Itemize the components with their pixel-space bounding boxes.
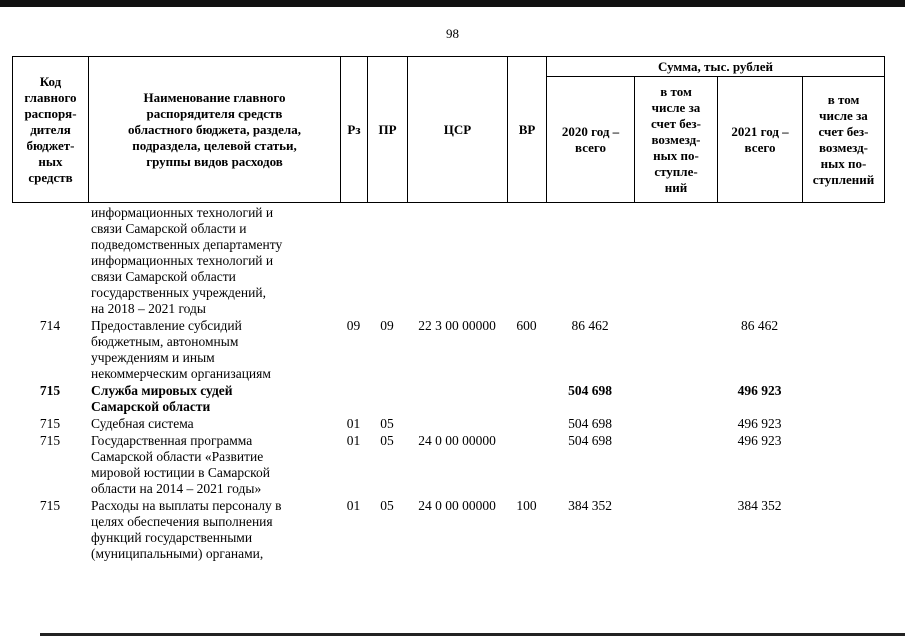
row-name-line: государственных учреждений, [91, 285, 266, 300]
header-line: всего [575, 139, 606, 155]
header-line: всего [744, 139, 776, 155]
row-name-line: Предоставление субсидий [91, 318, 242, 333]
row-name-line: связи Самарской области и [91, 221, 247, 236]
row-2021-total: 384 352 [737, 498, 782, 513]
header-line: Наименование главного [143, 89, 286, 105]
row-name-line: информационных технологий и [91, 253, 274, 268]
header-line: ных [38, 153, 63, 169]
row-name-line: информационных технологий и [91, 205, 274, 220]
row-vr: 600 [516, 318, 537, 333]
row-2020-total [546, 205, 634, 317]
header-csr: ЦСР [408, 57, 508, 203]
row-name [88, 416, 340, 432]
row-2021-total [717, 205, 802, 317]
row-name [88, 383, 340, 415]
header-pr: ПР [368, 57, 408, 203]
header-line: распоря- [24, 105, 77, 121]
row-2021-gratis [802, 383, 884, 415]
header-line: 2021 год – [731, 123, 789, 139]
header-code [13, 57, 89, 203]
row-name-line: целях обеспечения выполнения [91, 514, 273, 529]
row-2020-gratis [634, 433, 717, 497]
row-2020-gratis [634, 416, 717, 432]
row-2020-gratis [634, 205, 717, 317]
row-rz [340, 205, 367, 317]
row-csr: 24 0 00 00000 [418, 433, 496, 448]
row-2021-gratis [802, 433, 884, 497]
row-code: 715 [39, 498, 61, 513]
row-2020-gratis [634, 498, 717, 562]
row-pr: 05 [380, 416, 394, 431]
header-line: Код [39, 73, 62, 89]
header-rz: Рз [341, 57, 368, 203]
header-line: в том [660, 83, 692, 99]
row-code: 715 [39, 383, 61, 398]
row-2020-total: 504 698 [568, 433, 612, 448]
header-2021-total [718, 77, 803, 203]
row-pr: 05 [380, 498, 394, 513]
header-name [89, 57, 341, 203]
row-name-line: бюджетным, автономным [91, 334, 239, 349]
header-line: дителя [30, 121, 71, 137]
header-line: числе за [819, 107, 868, 123]
row-2021-gratis [802, 205, 884, 317]
row-name-line: области на 2014 – 2021 годы» [91, 481, 262, 496]
row-name [88, 498, 340, 562]
header-line: ных по- [820, 155, 867, 171]
row-code: 715 [39, 416, 61, 431]
header-line: подраздела, целевой статьи, [132, 137, 297, 153]
scan-top-edge [0, 0, 905, 7]
header-line: ступле- [654, 163, 698, 179]
row-csr: 24 0 00 00000 [418, 498, 496, 513]
header-line: счет без- [818, 123, 869, 139]
row-2021-total: 496 923 [737, 383, 782, 398]
row-code [12, 205, 88, 317]
table-header [12, 56, 885, 203]
row-2021-gratis [802, 318, 884, 382]
header-line: ступлений [812, 171, 875, 187]
header-line: в том [827, 91, 860, 107]
row-name-line: (муниципальными) органами, [91, 546, 264, 561]
row-pr [367, 205, 407, 317]
row-name-line: функций государственными [91, 530, 253, 545]
row-csr [407, 205, 507, 317]
header-line: средств [28, 169, 73, 185]
row-vr [507, 416, 546, 432]
row-csr [407, 416, 507, 432]
header-line: ных по- [653, 147, 699, 163]
header-line: ний [664, 179, 688, 195]
row-name-line: некоммерческим организациям [91, 366, 271, 381]
row-2020-total: 384 352 [568, 498, 612, 513]
header-line: группы видов расходов [146, 153, 283, 169]
row-rz: 09 [346, 318, 361, 333]
row-2021-gratis [802, 498, 884, 562]
table-row [12, 383, 884, 415]
header-line: распорядителя средств [146, 105, 283, 121]
row-code: 714 [39, 318, 61, 333]
page-number: 98 [446, 26, 459, 41]
row-name-line: мировой юстиции в Самарской [91, 465, 270, 480]
row-name-line: связи Самарской области [91, 269, 236, 284]
header-line: 2020 год – [561, 123, 620, 139]
row-name-line: Самарской области «Развитие [91, 449, 264, 464]
row-name-line: Государственная программа [91, 433, 253, 448]
row-rz [340, 383, 367, 415]
row-name-line: подведомственных департаменту [91, 237, 283, 252]
row-vr: 100 [516, 498, 537, 513]
row-2020-total: 504 698 [568, 383, 612, 398]
row-name [88, 318, 340, 382]
header-2020-gratis [635, 77, 718, 203]
row-vr [507, 205, 546, 317]
row-name-line: на 2018 – 2021 годы [91, 301, 206, 316]
row-csr [407, 383, 507, 415]
header-line: областного бюджета, раздела, [128, 121, 301, 137]
scan-bottom-edge [40, 633, 905, 636]
header-2020-total [547, 77, 635, 203]
table-row [12, 433, 884, 497]
table-body [12, 205, 884, 562]
table-row [12, 205, 884, 317]
row-2021-gratis [802, 416, 884, 432]
header-line: бюджет- [26, 137, 75, 153]
row-2021-total: 86 462 [740, 318, 779, 333]
row-name [88, 205, 340, 317]
row-pr [367, 383, 407, 415]
row-rz: 01 [346, 416, 361, 431]
header-line: счет без- [651, 115, 701, 131]
table-row [12, 498, 884, 562]
header-line: главного [24, 89, 77, 105]
row-2020-gratis [634, 383, 717, 415]
row-rz: 01 [346, 433, 361, 448]
header-line: возмезд- [651, 131, 701, 147]
row-name-line: Самарской области [91, 399, 211, 414]
header-2021-gratis [803, 77, 885, 203]
row-csr: 22 3 00 00000 [418, 318, 496, 333]
table-row [12, 318, 884, 382]
header-sum-group: Сумма, тыс. рублей [547, 57, 885, 77]
row-vr [507, 433, 546, 497]
row-2021-total: 496 923 [737, 433, 782, 448]
row-rz: 01 [346, 498, 361, 513]
row-2020-total: 504 698 [568, 416, 612, 431]
row-name-line: Судебная система [91, 416, 194, 431]
header-line: возмезд- [819, 139, 868, 155]
header-vr: ВР [508, 57, 547, 203]
row-2020-gratis [634, 318, 717, 382]
row-pr: 09 [380, 318, 394, 333]
row-name [88, 433, 340, 497]
row-pr: 05 [380, 433, 394, 448]
table-row [12, 416, 884, 432]
row-name-line: Расходы на выплаты персоналу в [91, 498, 282, 513]
row-name-line: Служба мировых судей [91, 383, 233, 398]
row-2021-total: 496 923 [737, 416, 782, 431]
row-2020-total: 86 462 [571, 318, 609, 333]
header-line: числе за [651, 99, 701, 115]
row-vr [507, 383, 546, 415]
row-name-line: учреждениям и иным [91, 350, 215, 365]
row-code: 715 [39, 433, 61, 448]
